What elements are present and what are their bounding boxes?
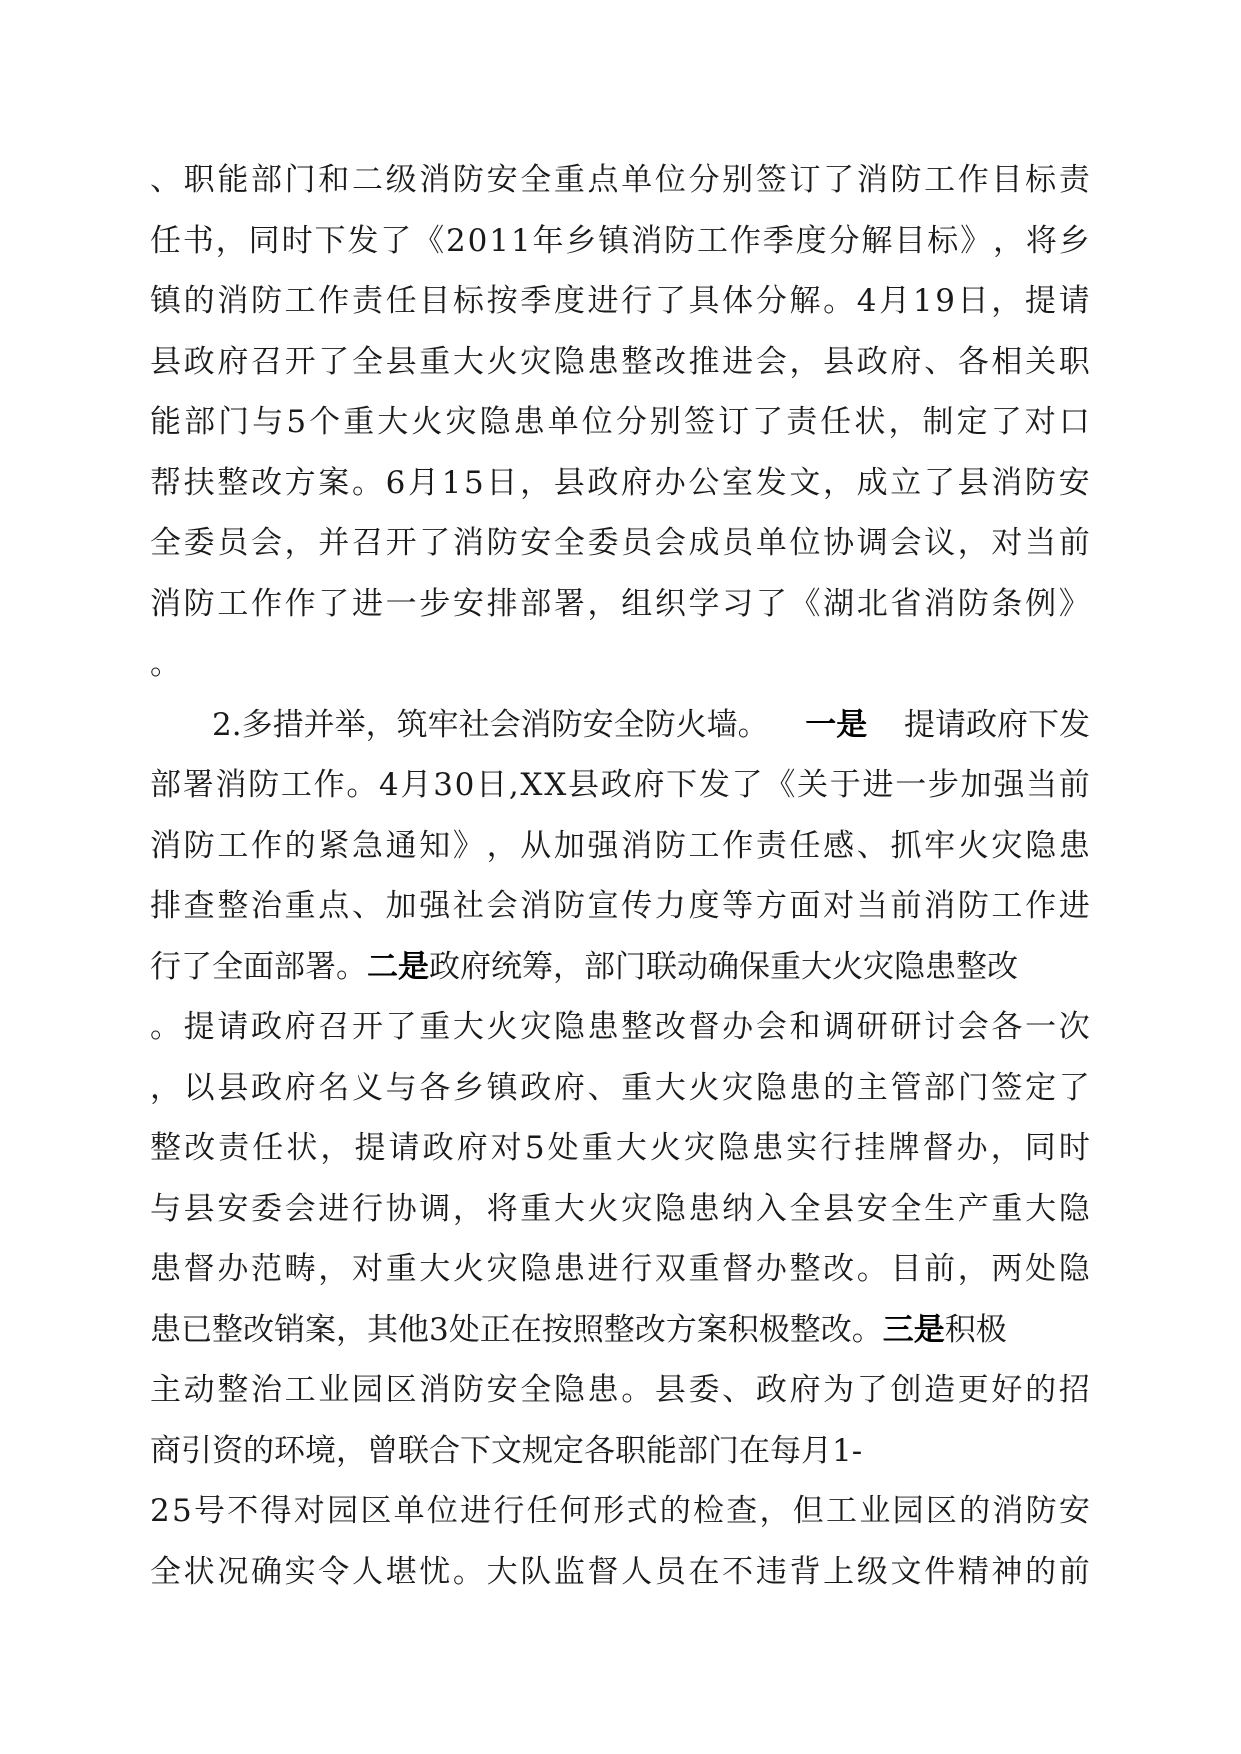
text-line: 2 5 号 不 得 对 园 区 单 位 进 行 任 何 形 式 的 检 查 ， 但 工 业 园 区 的 消 防 安 [150, 1493, 1090, 1529]
bold-marker: 一是 [805, 706, 868, 743]
document-body [150, 150, 1090, 1602]
text-line: 整 改 责 任 状 ， 提 请 政 府 对 5 处 重 大 火 灾 隐 患 实 行 挂 牌 督 办 ， 同 时 [150, 1130, 1090, 1166]
text-line: ， 以 县 政 府 名 义 与 各 乡 镇 政 府 、 重 大 火 灾 隐 患 的 主 管 部 门 签 定 了 [150, 1069, 1090, 1106]
text-line [150, 937, 1090, 998]
text-segment: 政府统筹，部门联动确保重大火灾隐患整改 [429, 948, 1018, 985]
text-segment: 提请政府下发 [903, 706, 1090, 743]
text-line: 主 动 整 治 工 业 园 区 消 防 安 全 隐 患 。 县 委 、 政 府 为 了 创 造 更 好 的 招 [150, 1372, 1090, 1408]
text-line: 与 县 安 委 会 进 行 协 调 ， 将 重 大 火 灾 隐 患 纳 入 全 县 安 全 生 产 重 大 隐 [150, 1190, 1090, 1227]
bold-marker: 二是 [367, 948, 429, 985]
paragraph-heading: 2.多措并举，筑牢社会消防安全防火墙。 [212, 706, 769, 743]
text-line: 商引资的环境，曾联合下文规定各职能部门在每月1- [150, 1432, 863, 1469]
text-line: 县 政 府 召 开 了 全 县 重 大 火 灾 隐 患 整 改 推 进 会 ， 县 政 府 、 各 相 关 职 [150, 343, 1090, 380]
text-segment: 行了全面部署。 [150, 948, 367, 985]
text-line: 患 督 办 范 畴 ， 对 重 大 火 灾 隐 患 进 行 双 重 督 办 整 改 。 目 前 ， 两 处 隐 [150, 1251, 1090, 1287]
text-line: 能 部 门 与 5 个 重 大 火 灾 隐 患 单 位 分 别 签 订 了 责 任 状 ， 制 定 了 对 口 [150, 404, 1090, 440]
text-line: 全 状 况 确 实 令 人 堪 忧 。 大 队 监 督 人 员 在 不 违 背 上 级 文 件 精 神 的 前 [150, 1553, 1090, 1590]
text-line: 部 署 消 防 工 作 。 4 月 3 0 日 , X X 县 政 府 下 发 了 《 关 于 进 一 步 加 强 当 前 [150, 767, 1090, 803]
bold-marker: 三是 [882, 1311, 945, 1348]
text-line: 全 委 员 会 ， 并 召 开 了 消 防 安 全 委 员 会 成 员 单 位 协 调 会 议 ， 对 当 前 [150, 525, 1090, 561]
text-line: 。 [150, 646, 181, 682]
text-line: 消 防 工 作 的 紧 急 通 知 》 ， 从 加 强 消 防 工 作 责 任 感 、 抓 牢 火 灾 隐 患 [150, 827, 1090, 864]
text-line [150, 1300, 1090, 1361]
text-segment: 患已整改销案，其他3处正在按照整改方案积极整改。 [150, 1311, 883, 1348]
text-segment: 积极 [944, 1311, 1007, 1348]
text-line: 排 查 整 治 重 点 、 加 强 社 会 消 防 宣 传 力 度 等 方 面 对 当 前 消 防 工 作 进 [150, 888, 1090, 924]
text-line: 任 书 ， 同 时 下 发 了 《 2 0 1 1 年 乡 镇 消 防 工 作 季 度 分 解 目 标 》 ， 将 乡 [150, 222, 1090, 259]
text-line: 。 提 请 政 府 召 开 了 重 大 火 灾 隐 患 整 改 督 办 会 和 调 研 研 讨 会 各 一 次 [150, 1009, 1090, 1045]
text-line: 、 职 能 部 门 和 二 级 消 防 安 全 重 点 单 位 分 别 签 订 了 消 防 工 作 目 标 责 [150, 162, 1090, 198]
text-line: 帮 扶 整 改 方 案 。 6 月 1 5 日 ， 县 政 府 办 公 室 发 文 ， 成 立 了 县 消 防 安 [150, 464, 1090, 501]
paragraph-heading-line [150, 695, 1090, 756]
text-line: 消 防 工 作 作 了 进 一 步 安 排 部 署 ， 组 织 学 习 了 《 湖 北 省 消 防 条 例 》 [150, 585, 1090, 622]
text-line: 镇 的 消 防 工 作 责 任 目 标 按 季 度 进 行 了 具 体 分 解 。 4 月 1 9 日 ， 提 请 [150, 283, 1090, 319]
